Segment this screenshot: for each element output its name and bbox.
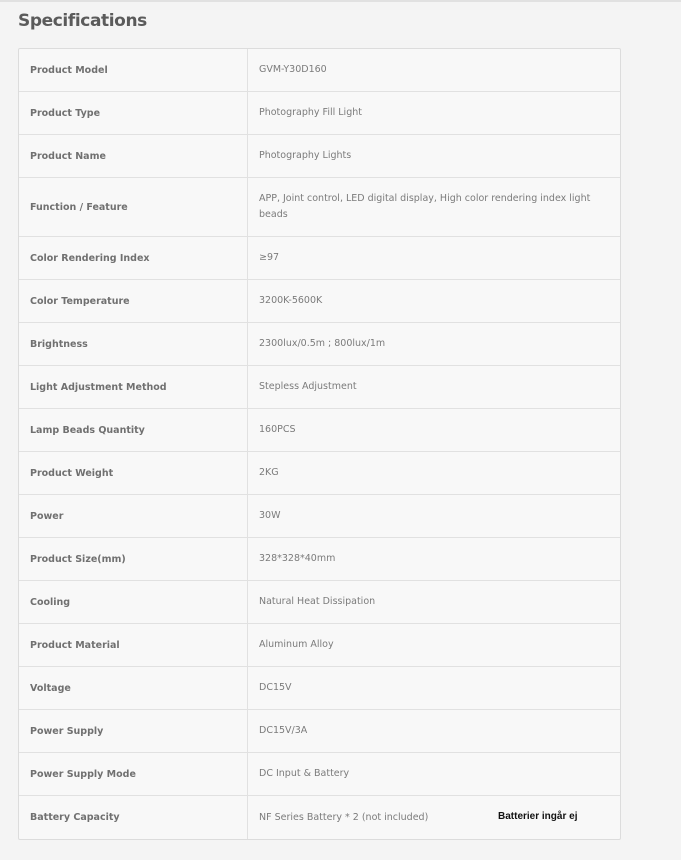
spec-value [248, 581, 620, 623]
spec-label: Color Temperature [19, 280, 248, 322]
spec-value-text: DC15V/3A [259, 725, 308, 736]
spec-row-power [19, 495, 620, 538]
spec-row-product-model [19, 49, 620, 92]
spec-label: Brightness [19, 323, 248, 365]
spec-label: Product Material [19, 624, 248, 666]
spec-row-product-size [19, 538, 620, 581]
spec-value-text: GVM-Y30D160 [259, 64, 327, 75]
spec-label: Product Type [19, 92, 248, 134]
spec-label: Power Supply Mode [19, 753, 248, 795]
spec-value-text: 2300lux/0.5m ; 800lux/1m [259, 338, 386, 349]
spec-value [248, 92, 620, 134]
spec-value [248, 624, 620, 666]
spec-row-voltage [19, 667, 620, 710]
spec-value-text: 3200K-5600K [259, 295, 323, 306]
spec-value [248, 753, 620, 795]
spec-label: Product Name [19, 135, 248, 177]
spec-value-text: Stepless Adjustment [259, 381, 357, 392]
spec-label: Voltage [19, 667, 248, 709]
spec-row-cooling [19, 581, 620, 624]
spec-row-function-feature [19, 178, 620, 237]
spec-label: Color Rendering Index [19, 237, 248, 279]
spec-label: Product Weight [19, 452, 248, 494]
spec-row-power-supply [19, 710, 620, 753]
spec-value-text: ≥97 [259, 252, 280, 263]
spec-row-power-supply-mode [19, 753, 620, 796]
spec-value-text: 30W [259, 510, 281, 521]
spec-row-light-adjustment-method [19, 366, 620, 409]
spec-value-text: Photography Fill Light [259, 107, 362, 118]
spec-value [248, 280, 620, 322]
spec-label: Cooling [19, 581, 248, 623]
spec-row-brightness [19, 323, 620, 366]
spec-value [248, 49, 620, 91]
spec-label: Power [19, 495, 248, 537]
spec-value [248, 135, 620, 177]
spec-label: Lamp Beads Quantity [19, 409, 248, 451]
spec-value [248, 710, 620, 752]
spec-row-battery-capacity [19, 796, 620, 839]
spec-value [248, 667, 620, 709]
spec-value [248, 323, 620, 365]
spec-label: Product Model [19, 49, 248, 91]
spec-value [248, 409, 620, 451]
spec-value-text: DC15V [259, 682, 292, 693]
spec-value-text: 160PCS [259, 424, 296, 435]
spec-value [248, 237, 620, 279]
spec-label: Battery Capacity [19, 796, 248, 839]
spec-value [248, 495, 620, 537]
spec-table [18, 48, 621, 840]
top-divider [0, 0, 681, 2]
spec-value-text: NF Series Battery * 2 (not included) [259, 811, 429, 823]
spec-value-text: 2KG [259, 467, 279, 478]
spec-value [248, 366, 620, 408]
spec-row-color-temperature [19, 280, 620, 323]
spec-row-product-material [19, 624, 620, 667]
spec-value-text: 328*328*40mm [259, 553, 336, 564]
spec-value-text: APP, Joint control, LED digital display, High color rendering index light beads [259, 193, 591, 220]
spec-label: Product Size(mm) [19, 538, 248, 580]
spec-label: Function / Feature [19, 178, 248, 236]
spec-value-text: DC Input & Battery [259, 768, 350, 779]
spec-value [248, 796, 620, 839]
spec-row-product-weight [19, 452, 620, 495]
spec-label: Light Adjustment Method [19, 366, 248, 408]
spec-value-text: Aluminum Alloy [259, 639, 334, 650]
spec-row-product-name [19, 135, 620, 178]
spec-value [248, 178, 620, 236]
page-title: Specifications [18, 11, 147, 31]
spec-row-lamp-beads-quantity [19, 409, 620, 452]
spec-value [248, 452, 620, 494]
spec-value-text: Photography Lights [259, 150, 352, 161]
spec-label: Power Supply [19, 710, 248, 752]
battery-note: Batterier ingår ej [498, 811, 578, 822]
spec-row-product-type [19, 92, 620, 135]
spec-value-text: Natural Heat Dissipation [259, 596, 376, 607]
spec-value [248, 538, 620, 580]
spec-row-color-rendering-index [19, 237, 620, 280]
